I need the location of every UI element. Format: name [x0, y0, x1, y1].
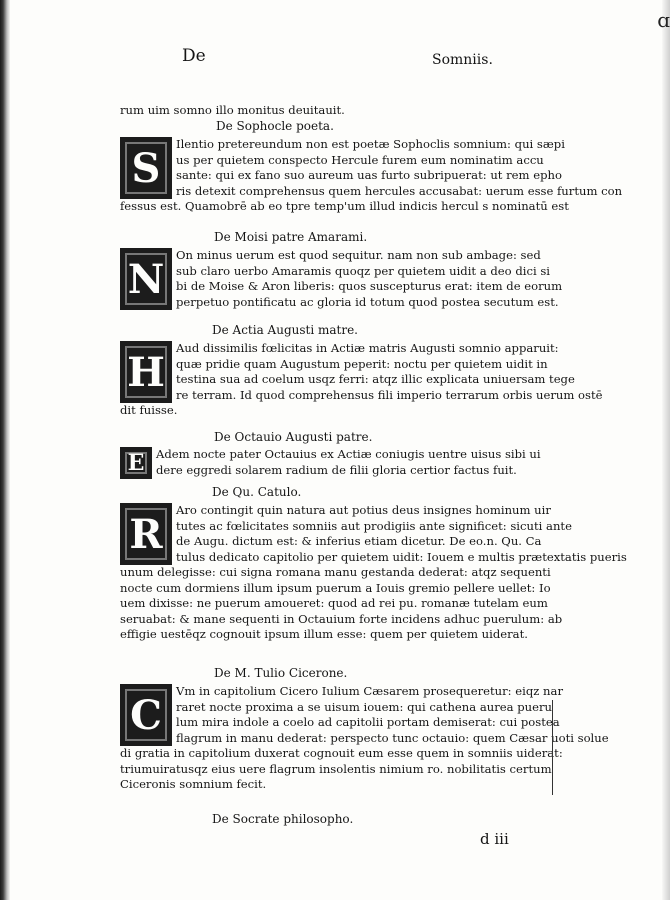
section-heading: [212, 485, 638, 501]
text-line: fessus est. Quamobrē ab eo tpre temp'um illud indicis hercul s nominatū est: [120, 199, 569, 213]
section-heading: [214, 430, 640, 446]
text-line: bi de Moise & Aron liberis: quos suscepturus erat: item de eorum: [176, 279, 563, 293]
text-line: uem dixisse: ne puerum amoueret: quod ad rei pu. romanæ tutelam eum: [120, 596, 548, 610]
decorated-initial: E: [120, 447, 152, 479]
heading-text: De M. Tulio Cicerone.: [214, 666, 348, 680]
text-line: di gratia in capitolium duxerat cognouit eum esse quem in somniis uiderat:: [120, 746, 563, 760]
text-line: flagrum in manu dederat: perspecto tunc octauio: quem Cæsar uoti solue: [176, 730, 609, 745]
text-line: effigie uestēqz cognouit ipsum illum esse: quem per quietem uiderat.: [120, 627, 528, 641]
text-line: raret nocte proxima a se uisum iouem: qui cathena aurea pueru: [176, 699, 552, 714]
text-line: us per quietem conspecto Hercule furem eum nominatim accu: [176, 152, 544, 167]
page-edge: [662, 0, 670, 900]
text-line: Ilentio pretereundum non est poetæ Sophoclis somnium: qui sæpi: [176, 137, 565, 151]
text-line: Aro contingit quin natura aut potius deus insignes hominum uir: [176, 503, 551, 517]
text-line: dere eggredi solarem radium de filii gloria certior factus fuit.: [156, 462, 517, 477]
heading-text: De Socrate philosopho.: [212, 812, 354, 826]
text-line: tulus dedicato capitolio per quietem uidit: Iouem e multis prætextatis pueris: [176, 549, 627, 564]
text-line: de Augu. dictum est: & inferius etiam dicetur. De eo.n. Qu. Ca: [176, 534, 542, 548]
text-line: nocte cum dormiens illum ipsum puerum a Iouis gremio pellere uellet: Io: [120, 580, 551, 595]
section-heading: [214, 230, 640, 246]
text-line: triumuiratusqz eius uere flagrum insolentis nimium ro. nobilitatis certum: [120, 761, 552, 776]
section-body: [120, 137, 623, 215]
heading-text: De Qu. Catulo.: [212, 485, 302, 499]
text-line: rum uim somno illo monitus deuitauit.: [120, 103, 345, 117]
text-line: perpetuo pontificatu ac gloria id totum quod postea secutum est.: [176, 294, 559, 309]
text-line: quæ pridie quam Augustum peperit: noctu per quietem uidit in: [176, 356, 548, 371]
intro-line: [120, 103, 546, 119]
heading-text: De Octauio Augusti patre.: [214, 430, 373, 444]
decorated-initial: C: [120, 684, 172, 746]
section-body: [120, 248, 563, 310]
decorated-initial: S: [120, 137, 172, 199]
text-line: lum mira indole a coelo ad capitolii portam demiserat: cui postea: [176, 715, 560, 729]
text-line: sante: qui ex fano suo aureum uas furto subripuerat: ut rem epho: [176, 168, 562, 182]
text-line: Adem nocte pater Octauius ex Actiæ coniugis uentre uisus sibi ui: [156, 447, 541, 461]
decorated-initial: N: [120, 248, 172, 310]
text-line: dit fuisse.: [120, 403, 178, 417]
text-line: re terram. Id quod comprehensus fili imperio terrarum orbis uerum ostē: [176, 387, 603, 402]
text-line: unum delegisse: cui signa romana manu gestanda dederat: atqz sequenti: [120, 565, 551, 579]
corner-mark: ɑ: [657, 8, 670, 32]
text-line: sub claro uerbo Amaramis quoqz per quietem uidit a deo dici si: [176, 263, 550, 278]
running-head-right: Somniis.: [432, 52, 493, 68]
section-body: [120, 341, 603, 419]
section-heading: [216, 119, 642, 135]
text-line: tutes ac fœlicitates somniis aut prodigiis ante significet: sicuti ante: [176, 518, 572, 533]
signature-mark: d iii: [480, 830, 509, 848]
running-head-left: De: [182, 46, 206, 66]
text-line: Aud dissimilis fœlicitas in Actiæ matris Augusti somnio apparuit:: [176, 341, 559, 355]
section-body: [120, 684, 609, 793]
section-heading: [212, 812, 638, 828]
text-line: ris detexit comprehensus quem hercules accusabat: uerum esse furtum con: [176, 183, 623, 198]
decorated-initial: H: [120, 341, 172, 403]
text-line: On minus uerum est quod sequitur. nam non sub ambage: sed: [176, 248, 541, 262]
heading-text: De Actia Augusti matre.: [212, 323, 358, 337]
section-heading: [214, 666, 640, 682]
section-heading: [212, 323, 638, 339]
text-line: seruabat: & mane sequenti in Octauium forte incidens adhuc puerulum: ab: [120, 611, 563, 626]
text-line: Vm in capitolium Cicero Iulium Cæsarem prosequeretur: eiqz nar: [176, 684, 563, 698]
decorated-initial: R: [120, 503, 172, 565]
text-line: testina sua ad coelum usqz ferri: atqz illic explicata uniuersam tege: [176, 372, 575, 386]
heading-text: De Moisi patre Amarami.: [214, 230, 368, 244]
section-body: [120, 447, 550, 479]
section-body: [120, 503, 627, 643]
text-line: Ciceronis somnium fecit.: [120, 777, 267, 791]
page-gutter-shadow: [0, 0, 10, 900]
margin-bracket: [552, 700, 556, 795]
heading-text: De Sophocle poeta.: [216, 119, 334, 133]
